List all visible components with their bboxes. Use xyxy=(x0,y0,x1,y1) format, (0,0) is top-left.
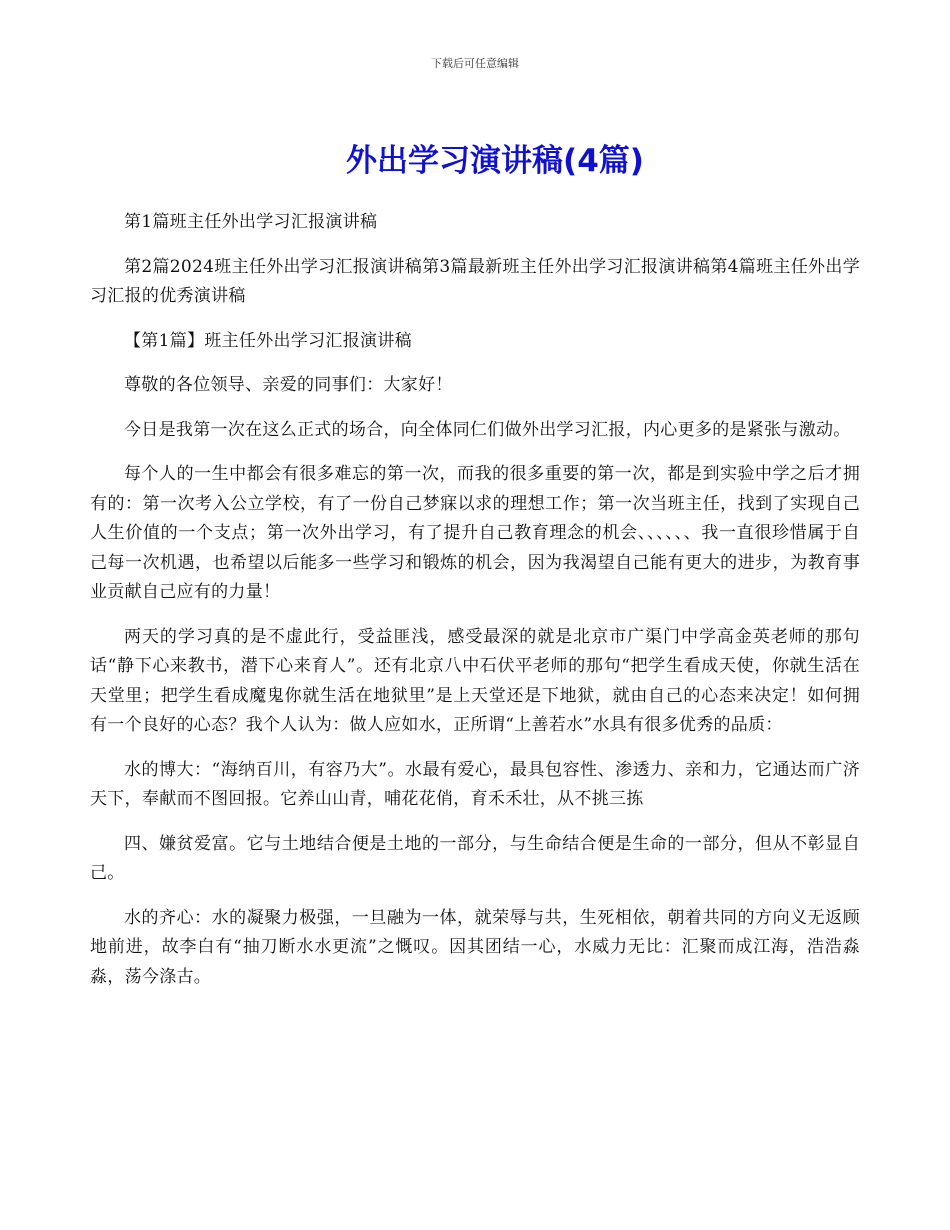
paragraph-water-humble: 四、嫌贫爱富。它与土地结合便是土地的一部分，与生命结合便是生命的一部分，但从不彰显自己。 xyxy=(90,833,860,883)
paragraph-water-unity: 水的齐心：水的凝聚力极强，一旦融为一体，就荣辱与共，生死相依，朝着共同的方向义无返顾地前进，故李白有“抽刀断水水更流”之慨叹。因其团结一心，水威力无比：汇聚而成江海，浩浩淼淼，荡今涤古。 xyxy=(90,907,860,987)
paragraph-first-times: 每个人的一生中都会有很多难忘的第一次，而我的很多重要的第一次，都是到实验中学之后才拥有的：第一次考入公立学校，有了一份自己梦寐以求的理想工作；第一次当班主任，找到了实现自己人生价值的一个支点；第一次外出学习，有了提升自己教育理念的机会、、、、、、我一直很珍惜属于自己每一次机遇，也希望以后能多一些学习和锻炼的机会，因为我渴望自己能有更大的进步，为教育事业贡献自己应有的力量！ xyxy=(90,464,860,602)
paragraph-study-reflection: 两天的学习真的是不虚此行，受益匪浅，感受最深的就是北京市广渠门中学高金英老师的那句话“静下心来教书，潜下心来育人”。还有北京八中石伏平老师的那句“把学生看成天使，你就生活在天堂里；把学生看成魔鬼你就生活在地狱里”是上天堂还是下地狱，就由自己的心态来决定！如何拥有一个良好的心态？我个人认为：做人应如水，正所谓“上善若水”水具有很多优秀的品质： xyxy=(90,626,860,735)
paragraph-toc-item-1: 第1篇班主任外出学习汇报演讲稿 xyxy=(124,212,378,232)
paragraph-toc-items-2-4: 第2篇2024班主任外出学习汇报演讲稿第3篇最新班主任外出学习汇报演讲稿第4篇班主任外出学习汇报的优秀演讲稿 xyxy=(90,256,860,306)
document-body xyxy=(90,208,860,1007)
header-note: 下载后可任意编辑 xyxy=(431,57,519,70)
section-heading-1: 【第1篇】班主任外出学习汇报演讲稿 xyxy=(124,330,412,351)
document-title: 外出学习演讲稿(4篇) xyxy=(346,143,644,179)
paragraph-greeting: 尊敬的各位领导、亲爱的同事们：大家好！ xyxy=(124,375,453,395)
paragraph-water-broad: 水的博大：“海纳百川，有容乃大”。水最有爱心，最具包容性、渗透力、亲和力，它通达而广济天下，奉献而不图回报。它养山山青，哺花花俏，育禾禾壮，从不挑三拣 xyxy=(90,759,860,809)
paragraph-intro: 今日是我第一次在这么正式的场合，向全体同仁们做外出学习汇报，内心更多的是紧张与激动。 xyxy=(124,419,851,440)
